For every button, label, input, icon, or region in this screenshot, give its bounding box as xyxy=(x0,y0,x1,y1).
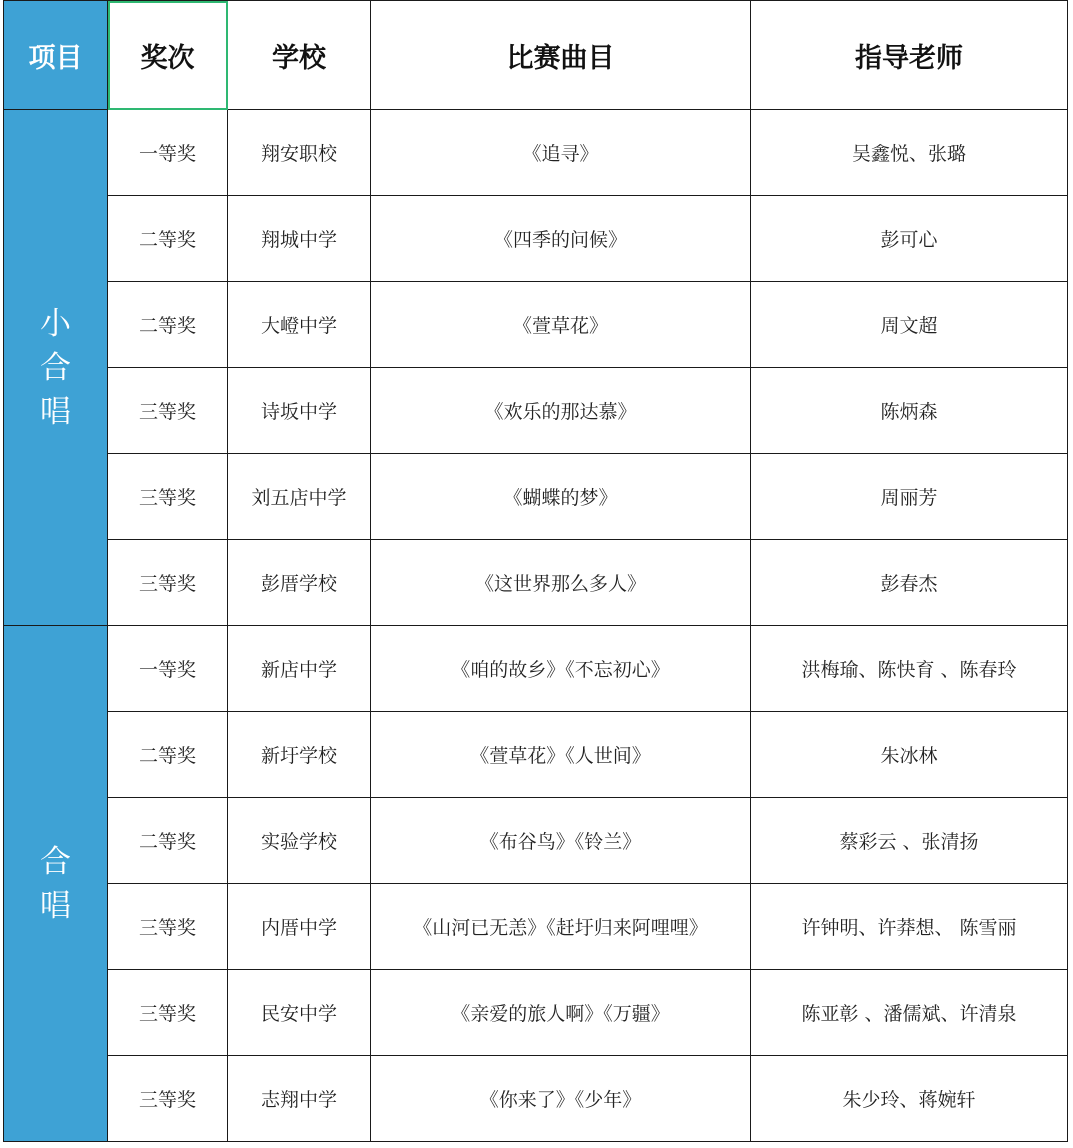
school-cell[interactable]: 彭厝学校 xyxy=(228,540,371,626)
school-cell[interactable]: 志翔中学 xyxy=(228,1056,371,1142)
table-row xyxy=(4,368,1068,454)
award-cell[interactable]: 二等奖 xyxy=(108,798,228,884)
award-cell[interactable]: 二等奖 xyxy=(108,282,228,368)
table-row xyxy=(4,454,1068,540)
category-label: 小合唱 xyxy=(40,305,71,430)
category-cell-chorus[interactable] xyxy=(4,626,108,1142)
award-cell[interactable]: 二等奖 xyxy=(108,196,228,282)
table-row xyxy=(4,712,1068,798)
teachers-cell[interactable]: 周丽芳 xyxy=(751,454,1068,540)
table-row xyxy=(4,626,1068,712)
award-cell[interactable]: 一等奖 xyxy=(108,110,228,196)
teachers-cell[interactable]: 洪梅瑜、陈快育 、陈春玲 xyxy=(751,626,1068,712)
table-row xyxy=(4,540,1068,626)
pieces-cell[interactable]: 《四季的问候》 xyxy=(371,196,751,282)
header-project[interactable]: 项目 xyxy=(4,1,108,110)
pieces-cell[interactable]: 《山河已无恙》《赶圩归来阿哩哩》 xyxy=(371,884,751,970)
header-pieces[interactable]: 比赛曲目 xyxy=(371,1,751,110)
school-cell[interactable]: 新店中学 xyxy=(228,626,371,712)
award-cell[interactable]: 三等奖 xyxy=(108,454,228,540)
school-cell[interactable]: 内厝中学 xyxy=(228,884,371,970)
table-body xyxy=(4,110,1068,1142)
teachers-cell[interactable]: 许钟明、许莽想、 陈雪丽 xyxy=(751,884,1068,970)
school-cell[interactable]: 民安中学 xyxy=(228,970,371,1056)
table-row xyxy=(4,884,1068,970)
pieces-cell[interactable]: 《欢乐的那达慕》 xyxy=(371,368,751,454)
teachers-cell[interactable]: 蔡彩云 、张清扬 xyxy=(751,798,1068,884)
teachers-cell[interactable]: 彭可心 xyxy=(751,196,1068,282)
table-header xyxy=(4,1,1068,110)
award-cell[interactable]: 三等奖 xyxy=(108,970,228,1056)
school-cell[interactable]: 翔城中学 xyxy=(228,196,371,282)
school-cell[interactable]: 翔安职校 xyxy=(228,110,371,196)
header-teachers[interactable]: 指导老师 xyxy=(751,1,1068,110)
pieces-cell[interactable]: 《追寻》 xyxy=(371,110,751,196)
table-row xyxy=(4,1056,1068,1142)
teachers-cell[interactable]: 陈亚彰 、潘儒斌、许清泉 xyxy=(751,970,1068,1056)
pieces-cell[interactable]: 《这世界那么多人》 xyxy=(371,540,751,626)
pieces-cell[interactable]: 《萱草花》 xyxy=(371,282,751,368)
school-cell[interactable]: 刘五店中学 xyxy=(228,454,371,540)
award-cell[interactable]: 三等奖 xyxy=(108,540,228,626)
teachers-cell[interactable]: 彭春杰 xyxy=(751,540,1068,626)
table-row xyxy=(4,110,1068,196)
category-cell-small-chorus[interactable] xyxy=(4,110,108,626)
table-row xyxy=(4,282,1068,368)
awards-table xyxy=(3,0,1068,1142)
school-cell[interactable]: 新圩学校 xyxy=(228,712,371,798)
teachers-cell[interactable]: 陈炳森 xyxy=(751,368,1068,454)
table-row xyxy=(4,798,1068,884)
header-award[interactable]: 奖次 xyxy=(108,1,228,110)
award-cell[interactable]: 二等奖 xyxy=(108,712,228,798)
pieces-cell[interactable]: 《你来了》《少年》 xyxy=(371,1056,751,1142)
category-label: 合唱 xyxy=(40,843,71,924)
award-cell[interactable]: 三等奖 xyxy=(108,884,228,970)
teachers-cell[interactable]: 吴鑫悦、张璐 xyxy=(751,110,1068,196)
school-cell[interactable]: 诗坂中学 xyxy=(228,368,371,454)
teachers-cell[interactable]: 朱冰林 xyxy=(751,712,1068,798)
header-row xyxy=(4,1,1068,110)
table-row xyxy=(4,970,1068,1056)
teachers-cell[interactable]: 朱少玲、蒋婉轩 xyxy=(751,1056,1068,1142)
header-school[interactable]: 学校 xyxy=(228,1,371,110)
pieces-cell[interactable]: 《布谷鸟》《铃兰》 xyxy=(371,798,751,884)
pieces-cell[interactable]: 《蝴蝶的梦》 xyxy=(371,454,751,540)
teachers-cell[interactable]: 周文超 xyxy=(751,282,1068,368)
school-cell[interactable]: 实验学校 xyxy=(228,798,371,884)
pieces-cell[interactable]: 《咱的故乡》《不忘初心》 xyxy=(371,626,751,712)
award-cell[interactable]: 三等奖 xyxy=(108,1056,228,1142)
award-cell[interactable]: 三等奖 xyxy=(108,368,228,454)
school-cell[interactable]: 大嶝中学 xyxy=(228,282,371,368)
award-cell[interactable]: 一等奖 xyxy=(108,626,228,712)
pieces-cell[interactable]: 《萱草花》《人世间》 xyxy=(371,712,751,798)
table-row xyxy=(4,196,1068,282)
pieces-cell[interactable]: 《亲爱的旅人啊》《万疆》 xyxy=(371,970,751,1056)
